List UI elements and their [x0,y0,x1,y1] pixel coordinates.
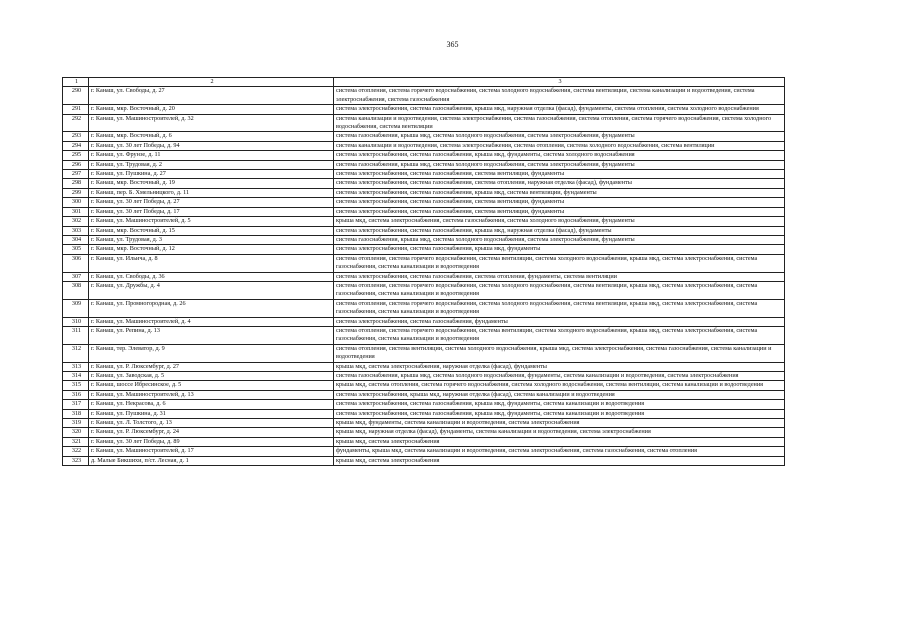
address-cell: г. Канаш, ул. 30 лет Победы, д. 94 [89,141,334,150]
table-row [63,160,785,169]
table-row [63,245,785,254]
address-cell: г. Канаш, ул. Р. Люксембург, д. 27 [89,362,334,371]
table-row [63,114,785,132]
systems-cell: система электроснабжения, система газоснабжения, система отопления, фундаменты, система вентиляции [334,272,785,281]
systems-cell: крыша мкд, система электроснабжения, система газоснабжения, система холодного водоснабжения, фундаменты [334,217,785,226]
systems-cell: крыша мкд, система электроснабжения [334,437,785,446]
row-number-cell: 315 [63,381,89,390]
address-cell: г. Канаш, ул. Заводская, д. 5 [89,372,334,381]
table-row [63,198,785,207]
address-cell: г. Канаш, ул. Пушкина, д. 31 [89,409,334,418]
systems-cell: система электроснабжения, система газоснабжения, крыша мкд, наружная отделка (фасад), фундаменты [334,226,785,235]
address-cell: г. Канаш, мкр. Восточный, д. 20 [89,105,334,114]
systems-cell: система отопления, система горячего водоснабжения, система холодного водоснабжения, система вентиляции, крыша мкд, система электроснабжения, система газоснабжения, система канализации и водоотведения [334,281,785,299]
row-number-cell: 290 [63,87,89,105]
systems-cell: система канализации и водоотведения, система электроснабжения, система газоснабжения, система отопления, система горячего водоснабжения, система холодного водоснабжения, система вентиляции [334,114,785,132]
table-row [63,226,785,235]
row-number-cell: 294 [63,141,89,150]
address-cell: г. Канаш, мкр. Восточный, д. 15 [89,226,334,235]
address-cell: г. Канаш, ул. 30 лет Победы, д. 89 [89,437,334,446]
row-number-cell: 295 [63,151,89,160]
table-row [63,447,785,456]
table-row [63,281,785,299]
systems-cell: система газоснабжения, крыша мкд, система холодного водоснабжения, фундаменты, система канализации и водоотведения, система электроснабжения [334,372,785,381]
table-row [63,217,785,226]
row-number-cell: 307 [63,272,89,281]
table-row [63,207,785,216]
table-row [63,456,785,465]
row-number-cell: 311 [63,326,89,344]
table-row [63,179,785,188]
table-row [63,344,785,362]
address-cell: г. Канаш, пер. Б. Хмельницкого, д. 11 [89,188,334,197]
row-number-cell: 305 [63,245,89,254]
address-cell: г. Канаш, тер. Элеватор, д. 9 [89,344,334,362]
address-cell: г. Канаш, ул. Машиностроителей, д. 17 [89,447,334,456]
systems-cell: система электроснабжения, система газоснабжения, система вентиляции, фундаменты [334,170,785,179]
table-row [63,188,785,197]
address-cell: г. Канаш, шоссе Ибресинское, д. 5 [89,381,334,390]
systems-cell: система электроснабжения, система газоснабжения, система отопления, наружная отделка (фасад), фундаменты [334,179,785,188]
address-cell: г. Канаш, ул. Пушкина, д. 27 [89,170,334,179]
table-row [63,409,785,418]
systems-cell: крыша мкд, система электроснабжения, наружная отделка (фасад), фундаменты [334,362,785,371]
table-row [63,87,785,105]
row-number-cell: 292 [63,114,89,132]
table-row [63,272,785,281]
systems-cell: система отопления, система горячего водоснабжения, система холодного водоснабжения, система вентиляции, крыша мкд, система электроснабжения, система газоснабжения, система канализации и водоотведения [334,299,785,317]
row-number-cell: 300 [63,198,89,207]
row-number-cell: 317 [63,400,89,409]
systems-cell: система газоснабжения, крыша мкд, система холодного водоснабжения, система электроснабжения, фундаменты [334,132,785,141]
table-row [63,419,785,428]
row-number-cell: 323 [63,456,89,465]
row-number-cell: 313 [63,362,89,371]
table-row [63,132,785,141]
table-row [63,390,785,399]
address-cell: г. Канаш, ул. Трудовая, д. 2 [89,160,334,169]
row-number-cell: 298 [63,179,89,188]
row-number-cell: 310 [63,317,89,326]
systems-cell: система газоснабжения, крыша мкд, система холодного водоснабжения, система электроснабжения, фундаменты [334,160,785,169]
table-row [63,235,785,244]
address-cell: г. Канаш, ул. 30 лет Победы, д. 27 [89,198,334,207]
address-cell: г. Канаш, ул. Фрунзе, д. 11 [89,151,334,160]
systems-cell: крыша мкд, наружная отделка (фасад), фундаменты, система канализации и водоотведения, система электроснабжения [334,428,785,437]
row-number-cell: 312 [63,344,89,362]
systems-cell: система газоснабжения, крыша мкд, система холодного водоснабжения, система электроснабжения, фундаменты [334,235,785,244]
address-cell: г. Канаш, ул. Машиностроителей, д. 4 [89,317,334,326]
systems-cell: система отопления, система горячего водоснабжения, система холодного водоснабжения, система вентиляции, система канализации и водоотведения, система электроснабжения, система газоснабжения [334,87,785,105]
row-number-cell: 316 [63,390,89,399]
address-cell: г. Канаш, ул. Машиностроителей, д. 5 [89,217,334,226]
table-row [63,428,785,437]
table-row [63,437,785,446]
row-number-cell: 306 [63,254,89,272]
systems-cell: система электроснабжения, система газоснабжения, крыша мкд, фундаменты [334,245,785,254]
row-number-cell: 303 [63,226,89,235]
systems-cell: фундаменты, крыша мкд, система канализации и водоотведения, система электроснабжения, система газоснабжения, система отопления [334,447,785,456]
table-row [63,151,785,160]
address-systems-table [62,77,785,466]
table-row [63,141,785,150]
address-cell: г. Канаш, ул. Некрасова, д. 6 [89,400,334,409]
row-number-cell: 301 [63,207,89,216]
systems-cell: система электроснабжения, система газоснабжения, крыша мкд, фундаменты, система канализации и водоотведения [334,409,785,418]
address-cell: г. Канаш, ул. Репина, д. 13 [89,326,334,344]
systems-cell: система электроснабжения, система газоснабжения, крыша мкд, система вентиляции, фундаменты [334,188,785,197]
page-number: 365 [446,40,459,49]
systems-cell: система электроснабжения, система газоснабжения, крыша мкд, наружная отделка (фасад), фундаменты, система отопления, система холодного водоснабжения [334,105,785,114]
systems-cell: система отопления, система горячего водоснабжения, система вентиляции, система холодного водоснабжения, крыша мкд, система электроснабжения, система газоснабжения, система канализации и водоотведения [334,326,785,344]
row-number-cell: 293 [63,132,89,141]
row-number-cell: 299 [63,188,89,197]
row-number-cell: 319 [63,419,89,428]
address-cell: г. Канаш, ул. 30 лет Победы, д. 17 [89,207,334,216]
address-cell: г. Канаш, ул. Машиностроителей, д. 13 [89,390,334,399]
address-cell: д. Малые Бикшихи, п/ст. Лесная, д. 1 [89,456,334,465]
row-number-cell: 302 [63,217,89,226]
systems-cell: система электроснабжения, система газоснабжения, система вентиляции, фундаменты [334,207,785,216]
address-cell: г. Канаш, ул. Р. Люксембург, д. 24 [89,428,334,437]
row-number-cell: 291 [63,105,89,114]
address-cell: г. Канаш, ул. Свободы, д. 27 [89,87,334,105]
header-col-address: 2 [89,78,334,87]
table-row [63,170,785,179]
address-cell: г. Канаш, ул. Машиностроителей, д. 32 [89,114,334,132]
row-number-cell: 320 [63,428,89,437]
systems-cell: система электроснабжения, система газоснабжения, фундаменты [334,317,785,326]
row-number-cell: 318 [63,409,89,418]
row-number-cell: 297 [63,170,89,179]
header-col-systems: 3 [334,78,785,87]
table-row [63,326,785,344]
address-cell: г. Канаш, ул. Трудовая, д. 3 [89,235,334,244]
systems-cell: система отопления, система вентиляции, система холодного водоснабжения, крыша мкд, система электроснабжения, система газоснабжения, система канализации и водоотведения [334,344,785,362]
table-row [63,105,785,114]
address-cell: г. Канаш, мкр. Восточный, д. 6 [89,132,334,141]
row-number-cell: 308 [63,281,89,299]
table-row [63,400,785,409]
row-number-cell: 304 [63,235,89,244]
systems-cell: крыша мкд, фундаменты, система канализации и водоотведения, система электроснабжения [334,419,785,428]
address-cell: г. Канаш, ул. Дружбы, д. 4 [89,281,334,299]
row-number-cell: 309 [63,299,89,317]
address-cell: г. Канаш, ул. Промногородная, д. 26 [89,299,334,317]
row-number-cell: 321 [63,437,89,446]
row-number-cell: 322 [63,447,89,456]
address-cell: г. Канаш, мкр. Восточный, д. 19 [89,179,334,188]
systems-cell: система электроснабжения, крыша мкд, наружная отделка (фасад), система канализации и водоотведения [334,390,785,399]
row-number-cell: 314 [63,372,89,381]
table-row [63,381,785,390]
row-number-cell: 296 [63,160,89,169]
header-col-number: 1 [63,78,89,87]
systems-cell: система отопления, система горячего водоснабжения, система вентиляции, система холодного водоснабжения, крыша мкд, система электроснабжения, система газоснабжения, система канализации и водоотведения [334,254,785,272]
address-cell: г. Канаш, мкр. Восточный, д. 12 [89,245,334,254]
systems-cell: система электроснабжения, система газоснабжения, крыша мкд, фундаменты, система канализации и водоотведения [334,400,785,409]
systems-cell: крыша мкд, система отопления, система горячего водоснабжения, система холодного водоснабжения, система вентиляции, система канализации и водоотведения [334,381,785,390]
systems-cell: система электроснабжения, система газоснабжения, крыша мкд, фундаменты, система холодного водоснабжения [334,151,785,160]
systems-cell: система канализации и водоотведения, система электроснабжения, система отопления, система холодного водоснабжения, система вентиляции [334,141,785,150]
table-row [63,372,785,381]
table-row [63,362,785,371]
address-cell: г. Канаш, ул. Л. Толстого, д. 13 [89,419,334,428]
table-row [63,299,785,317]
table-row [63,254,785,272]
table-row [63,317,785,326]
systems-cell: крыша мкд, система электроснабжения [334,456,785,465]
address-cell: г. Канаш, ул. Свободы, д. 36 [89,272,334,281]
systems-cell: система электроснабжения, система газоснабжения, система вентиляции, фундаменты [334,198,785,207]
address-cell: г. Канаш, ул. Ильича, д. 8 [89,254,334,272]
table-header-row [63,78,785,87]
